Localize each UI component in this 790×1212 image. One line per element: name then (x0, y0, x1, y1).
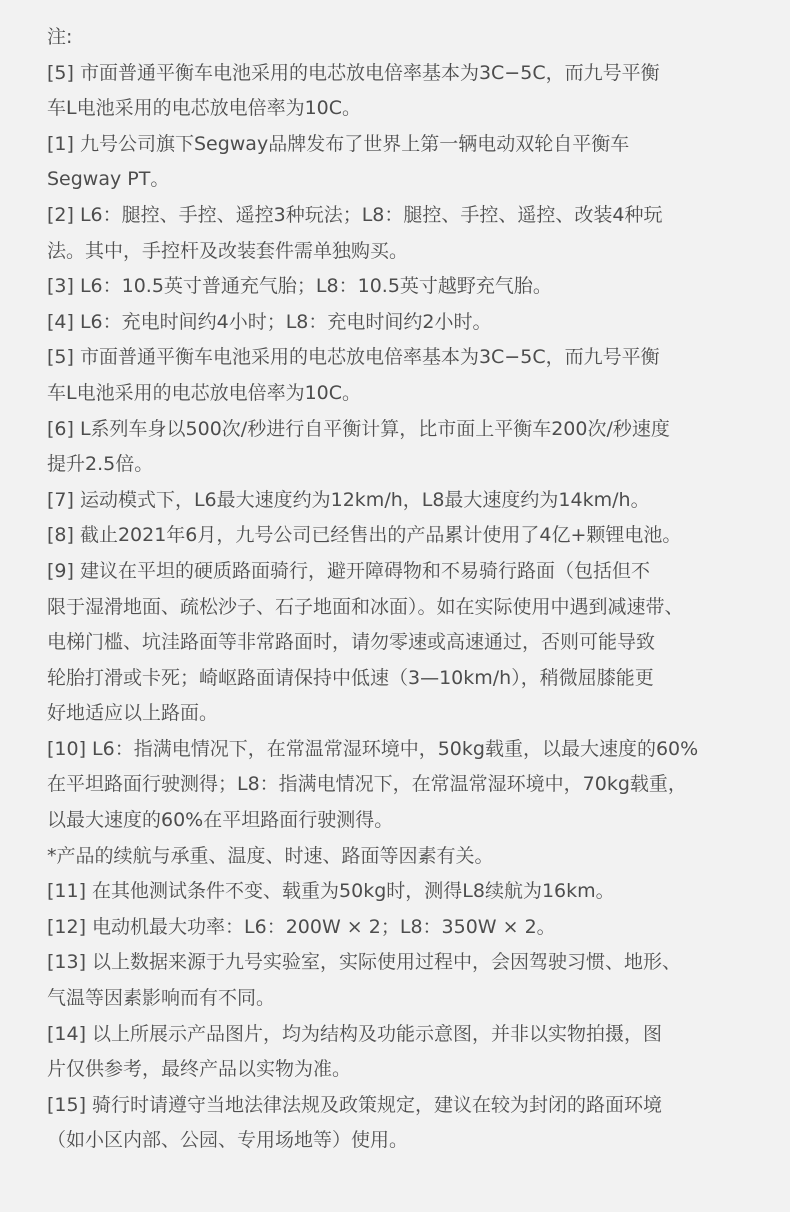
note-line: 车L电池采用的电芯放电倍率为10C。 (47, 97, 362, 120)
note-line: [11] 在其他测试条件不变、载重为50kg时，测得L8续航为16km。 (47, 880, 615, 903)
note-line: [5] 市面普通平衡车电池采用的电芯放电倍率基本为3C−5C，而九号平衡 (47, 61, 660, 84)
note-line: [6] L系列车身以500次/秒进行自平衡计算，比市面上平衡车200次/秒速度 (47, 417, 670, 440)
note-line: [14] 以上所展示产品图片，均为结构及功能示意图，并非以实物拍摄，图 (47, 1022, 663, 1045)
note-line: [10] L6：指满电情况下，在常温常湿环境中，50kg载重，以最大速度的60% (47, 737, 699, 760)
note-line: 轮胎打滑或卡死；崎岖路面请保持中低速（3—10km/h），稍微屈膝能更 (47, 666, 654, 689)
note-line: [7] 运动模式下，L6最大速度约为12km/h，L8最大速度约为14km/h。 (47, 488, 650, 511)
note-line: 提升2.5倍。 (47, 453, 154, 476)
notes-heading: 注: (47, 26, 73, 48)
note-line: Segway PT。 (47, 168, 170, 191)
note-line: [8] 截止2021年6月，九号公司已经售出的产品累计使用了4亿+颗锂电池。 (47, 524, 682, 547)
note-line: 在平坦路面行驶测得；L8：指满电情况下，在常温常湿环境中，70kg载重， (47, 773, 687, 796)
note-line: 好地适应以上路面。 (47, 702, 219, 725)
note-line: 气温等因素影响而有不同。 (47, 987, 276, 1010)
note-line: 车L电池采用的电芯放电倍率为10C。 (47, 381, 362, 404)
note-line: [9] 建议在平坦的硬质路面骑行，避开障碍物和不易骑行路面（包括但不 (47, 559, 650, 582)
note-line: 电梯门槛、坑洼路面等非常路面时，请勿零速或高速通过，否则可能导致 (47, 631, 656, 654)
note-line: 片仅供参考，最终产品以实物为准。 (47, 1058, 352, 1081)
note-line: [15] 骑行时请遵守当地法律法规及政策规定，建议在较为封闭的路面环境 (47, 1093, 663, 1116)
note-line: [5] 市面普通平衡车电池采用的电芯放电倍率基本为3C−5C，而九号平衡 (47, 346, 660, 369)
note-line: 法。其中，手控杆及改装套件需单独购买。 (47, 239, 409, 262)
note-line: [4] L6：充电时间约4小时；L8：充电时间约2小时。 (47, 310, 492, 333)
note-line: [12] 电动机最大功率：L6：200W × 2；L8：350W × 2。 (47, 915, 556, 938)
note-line: *产品的续航与承重、温度、时速、路面等因素有关。 (47, 844, 494, 867)
note-line: [1] 九号公司旗下Segway品牌发布了世界上第一辆电动双轮自平衡车 (47, 132, 630, 155)
note-line: 以最大速度的60%在平坦路面行驶测得。 (47, 809, 394, 832)
note-line: [13] 以上数据来源于九号实验室，实际使用过程中，会因驾驶习惯、地形、 (47, 951, 682, 974)
note-line: （如小区内部、公园、专用场地等）使用。 (47, 1129, 409, 1152)
note-line: [2] L6：腿控、手控、遥控3种玩法；L8：腿控、手控、遥控、改装4种玩 (47, 203, 663, 226)
note-line: [3] L6：10.5英寸普通充气胎；L8：10.5英寸越野充气胎。 (47, 275, 552, 298)
note-line: 限于湿滑地面、疏松沙子、石子地面和冰面）。如在实际使用中遇到减速带、 (47, 595, 684, 618)
footnotes-block (47, 20, 777, 1159)
